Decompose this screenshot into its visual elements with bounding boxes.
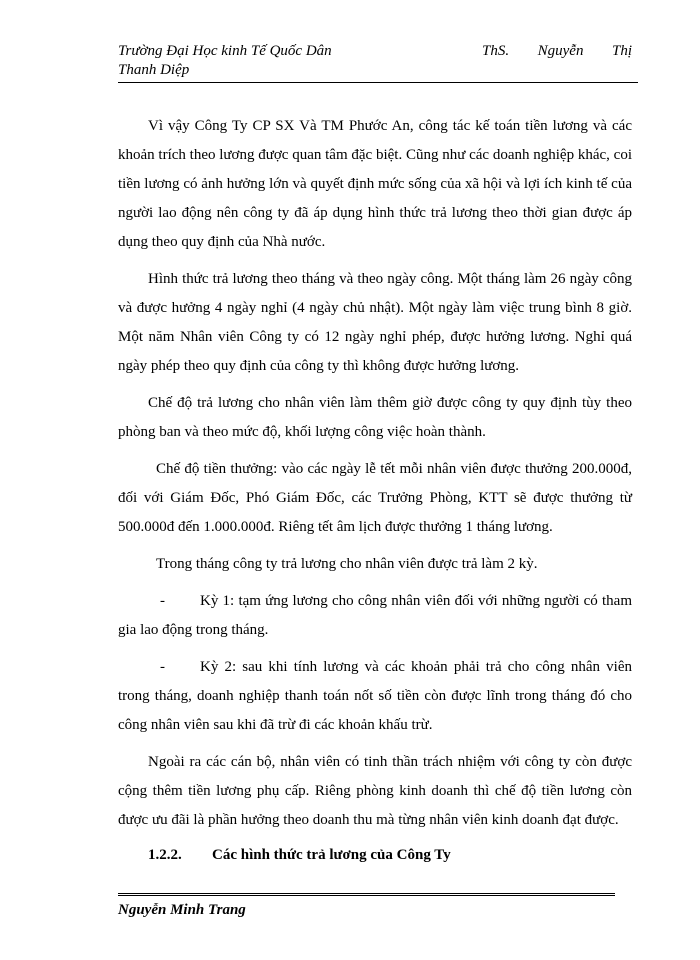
bullet-marker: - [160,659,165,675]
header-author [482,42,638,61]
footer-divider [118,893,615,898]
paragraph-2: Hình thức trả lương theo tháng và theo ngày công. Một tháng làm 26 ngày công và được hưởng 4 ngày nghỉ (4 ngày chủ nhật). Một ngày làm việc trung bình 8 giờ. Một năm Nhân viên Công ty có 12 ngày nghỉ phép, được hưởng lương. Nghỉ quá ngày phép theo quy định của công ty thì không được hưởng lương. [118,271,632,374]
section-title: Các hình thức trả lương của Công Ty [212,847,451,863]
bullet-text-2: Kỳ 2: sau khi tính lương và các khoản phải trả cho công nhân viên trong tháng, doanh nghiệp thanh toán nốt số tiền còn được lĩnh trong tháng đó cho công nhân viên sau khi đã trừ đi các khoản khấu trừ. [118,659,632,733]
header-author-first: Nguyễn [537,43,584,59]
bullet-text-1: Kỳ 1: tạm ứng lương cho công nhân viên đối với những người có tham gia lao động trong tháng. [118,593,632,638]
paragraph-5: Trong tháng công ty trả lương cho nhân viên được trả làm 2 kỳ. [156,556,538,572]
bullet-marker: - [160,593,165,609]
header-author-last: Thanh Diệp [118,62,190,78]
paragraph-1: Vì vậy Công Ty CP SX Và TM Phước An, công tác kế toán tiền lương và các khoản trích theo lương được quan tâm đặc biệt. Cũng như các doanh nghiệp khác, coi tiền lương có ảnh hưởng lớn và quyết định mức sống của xã hội và lợi ích kinh tế của người lao động nên công ty đã áp dụng hình thức trả lương theo thời gian được áp dụng theo quy định của Nhà nước. [118,118,632,250]
header-divider [118,82,638,83]
bullet-item-2 [118,653,632,740]
paragraph-6: Ngoài ra các cán bộ, nhân viên có tinh thần trách nhiệm với công ty còn được cộng thêm tiền lương phụ cấp. Riêng phòng kinh doanh thì chế độ tiền lương còn được ưu đãi là phần hưởng theo doanh thu mà từng nhân viên kinh doanh đạt được. [118,754,632,828]
page-header [118,42,638,80]
section-heading [118,841,632,870]
footer-student: Nguyễn Minh Trang [118,902,246,918]
header-author-middle: Thị [611,43,632,59]
paragraph-3: Chế độ trả lương cho nhân viên làm thêm giờ được công ty quy định tùy theo phòng ban và theo mức độ, khối lượng công việc hoàn thành. [118,395,632,440]
paragraph-4: Chế độ tiền thưởng: vào các ngày lễ tết mỗi nhân viên được thưởng 200.000đ, đối với Giám Đốc, Phó Giám Đốc, các Trưởng Phòng, KTT sẽ được thưởng từ 500.000đ đến 1.000.000đ. Riêng tết âm lịch được thưởng 1 tháng lương. [118,461,632,535]
header-author-title: ThS. [482,43,510,59]
page-body [118,112,632,870]
section-number: 1.2.2. [148,847,182,863]
header-school: Trường Đại Học kinh Tế Quốc Dân [118,43,332,59]
bullet-item-1 [118,587,632,645]
